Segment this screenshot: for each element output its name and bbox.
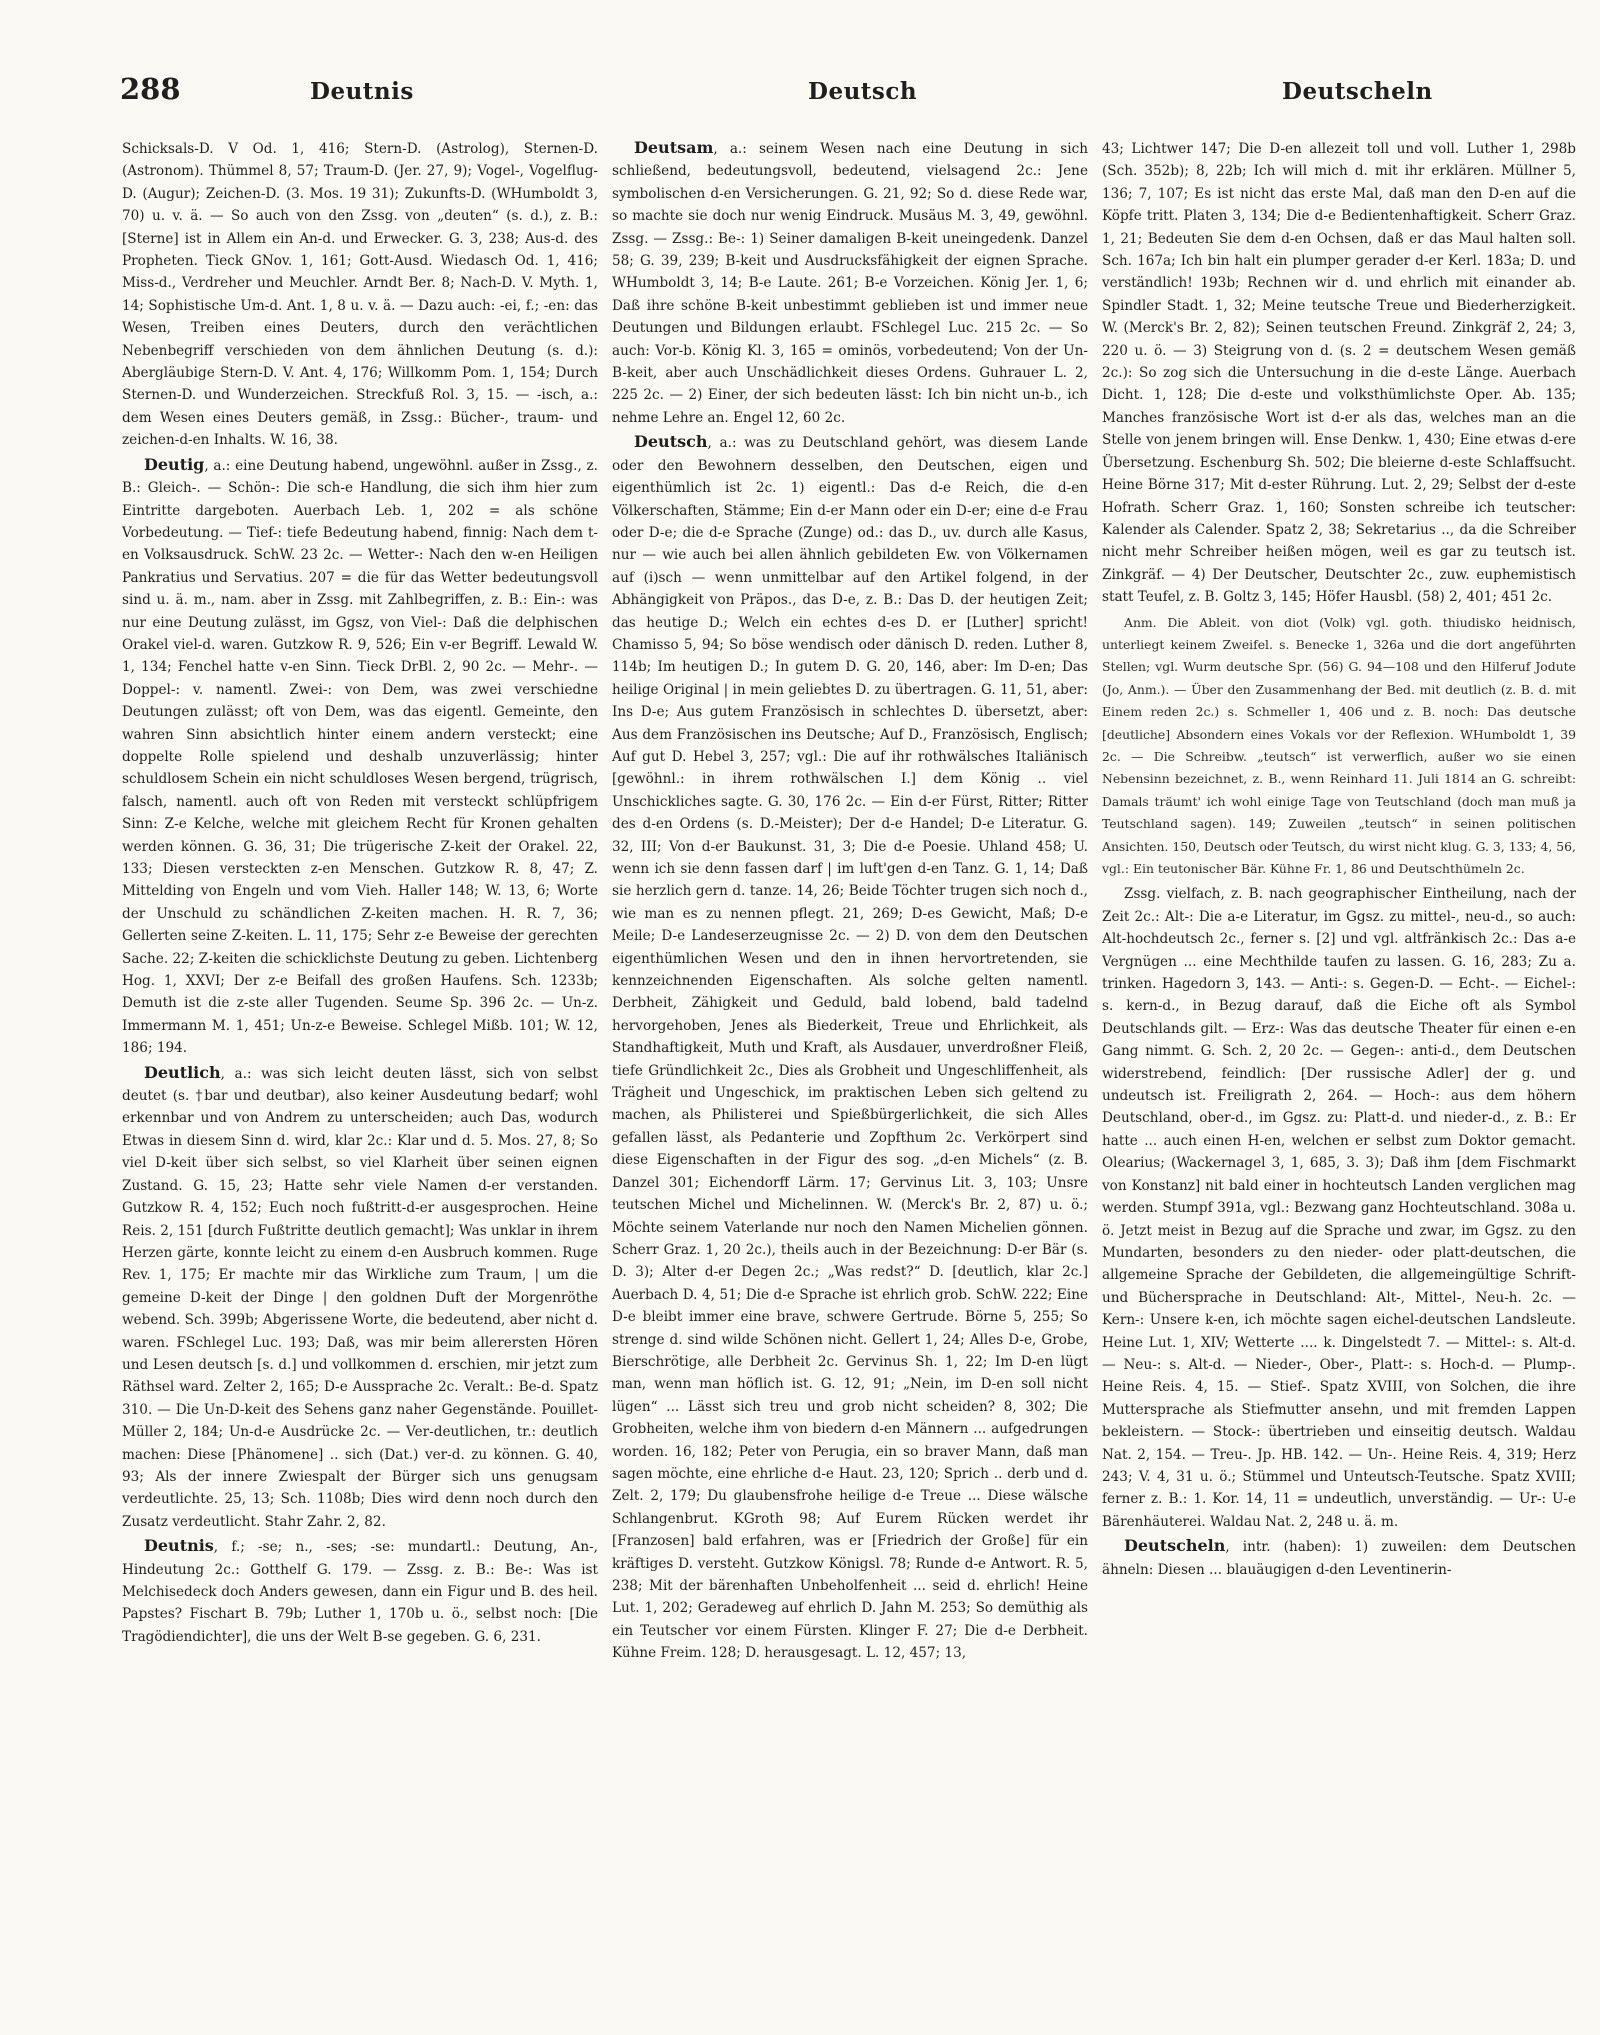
entry-paragraph <box>122 137 598 452</box>
entry-note <box>1102 611 1576 881</box>
entry-lemma: Deutlich <box>144 1062 221 1082</box>
entry-paragraph <box>612 431 1088 1664</box>
running-header <box>120 72 1500 116</box>
entry-paragraph <box>1102 882 1576 1533</box>
entry-paragraph <box>122 454 598 1060</box>
entry-paragraph <box>1102 1535 1576 1581</box>
entry-body: , f.; -se; n., -ses; -se: mundartl.: Deutung, An-, Hindeutung 2c.: Gotthelf G. 179. — Zssg. z. B.: Be-: Was ist Melchisedeck doch Anders gewesen, dann ein Figur und B. des heil. Papstes? Fischart B. 79b; Luther 1, 170b u. ö., selbst noch: [Die Tragödiendichter], die uns der Welt B-se gegeben. G. 6, 231. <box>122 1539 598 1645</box>
headword-left: Deutnis <box>310 78 414 105</box>
text-column-3 <box>1102 137 1576 2017</box>
entry-lemma: Deutsam <box>634 138 714 157</box>
entry-lemma: Deutscheln <box>1124 1536 1226 1556</box>
entry-body: , a.: was sich leicht deuten lässt, sich von selbst deutet (s. †bar und deutbar), also keiner Ausdeutung bedarf; wohl erkennbar und von Andrem zu unterscheiden; auch Das, wodurch Etwas in diesem Sinn d. wird, klar 2c.: Klar und d. 5. Mos. 27, 8; So viel D-keit über sich selbst, so viel Klarheit über seinen eignen Zustand. G. 15, 23; Hatte sehr viele Namen d-er verstanden. Gutzkow R. 4, 152; Euch noch fußtritt-d-er ausgesprochen. Heine Reis. 2, 151 [durch Fußtritte deutlich gemacht]; Was unklar in ihrem Herzen gärte, konnte leicht zu einem d-en Ausbruch kommen. Ruge Rev. 1, 175; Er machte mir das Wirkliche zum Traum, | um die gemeine D-keit der Dinge | den goldnen Duft der Morgenröthe webend. Sch. 399b; Abgerissene Worte, die bedeutend, aber nicht d. waren. FSchlegel Luc. 193; Daß, was mir beim allerersten Hören und Lesen deutsch [s. d.] und vollkommen d. erschien, mir jetzt zum Räthsel ward. Zelter 2, 165; D-e Aussprache 2c. Veralt.: Be-d. Spatz 310. — Die Un-D-keit des Sehens ganz naher Gegenstände. Pouillet-Müller 2, 184; Un-d-e Ausdrücke 2c. — Ver-deutlichen, tr.: deutlich machen: Diese [Phänomene] .. sich (Dat.) ver-d. zu können. G. 40, 93; Als der innere Zwiespalt der Bürger sich uns genugsam verdeutlichte. 25, 13; Sch. 1108b; Dies wird denn noch durch den Zusatz verdeutlicht. Stahr Zahr. 2, 82. <box>122 1065 598 1530</box>
headword-right: Deutscheln <box>1282 78 1433 105</box>
entry-paragraph <box>612 137 1088 429</box>
entry-body: Schicksals-D. V Od. 1, 416; Stern-D. (Astrolog), Sternen-D. (Astronom). Thümmel 8, 57; Traum-D. (Jer. 27, 9); Vogel-, Vogelflug-D. (Augur); Zeichen-D. (3. Mos. 19 31); Zukunfts-D. (WHumboldt 3, 70) u. v. ä. — So auch von den Zssg. von „deuten“ (s. d.), z. B.: [Sterne] ist in Allem ein An-d. und Erwecker. G. 3, 238; Aus-d. des Propheten. Tieck GNov. 1, 161; Gott-Ausd. Wiedasch Od. 1, 416; Miss-d., Verdreher und Meuchler. Arndt Ber. 8; Nach-D. V. Myth. 1, 14; Sophistische Um-d. Ant. 1, 8 u. v. ä. — Dazu auch: -ei, f.; -en: das Wesen, Treiben eines Deuters, durch den verächtlichen Nebenbegriff verschieden von dem ähnlichen Deutung (s. d.): Abergläubige Stern-D. V. Ant. 4, 176; Willkomm Pom. 1, 154; Durch Sternen-D. und Wunderzeichen. Streckfuß Rol. 3, 15. — -isch, a.: dem Wesen eines Deuters gemäß, in Zssg.: Bücher-, traum- und zeichen-d-en Inhalts. W. 16, 38. <box>122 141 598 449</box>
entry-lemma: Deutsch <box>634 432 708 452</box>
entry-body: , intr. (haben): 1) zuweilen: dem Deutschen ähneln: Diesen ... blauäugigen d-den Leventinerin- <box>1102 1539 1576 1578</box>
entry-paragraph <box>122 1535 598 1648</box>
entry-lemma: Deutig <box>144 454 205 474</box>
entry-body: , a.: was zu Deutschland gehört, was diesem Lande oder den Bewohnern desselben, den Deutschen, eigen und eigenthümlich ist 2c. 1) eigentl.: Das d-e Reich, die d-en Völkerschaften, Stämme; Ein d-er Mann oder ein D-er; eine d-e Frau oder D-e; die d-e Sprache (Zunge) od.: das D., uv. durch alle Kasus, nur — wie auch bei allen ähnlich gebildeten Ew. von Völkernamen auf (i)sch — wenn unmittelbar auf den Artikel folgend, in der Abhängigkeit von Präpos., das D-e, z. B.: Das D. der heutigen Zeit; das heutige D.; Welch ein echtes d-es D. er [Luther] spricht! Chamisso 5, 94; So böse wendisch oder dänisch D. reden. Luther 8, 114b; Im heutigen D.; In gutem D. G. 20, 146, aber: Im D-en; Das heilige Original | in mein geliebtes D. zu übertragen. G. 11, 51, aber: Ins D-e; Aus gutem Französisch in schlechtes D. übersetzt, aber: Aus dem Französischen ins Deutsche; Auf D., Französisch, Englisch; Auf gut D. Hebel 3, 257; vgl.: Die auf ihr rothwälsches Italiänisch [gewöhnl.: in ihrem rothwälschen I.] dem König .. viel Unschickliches sagte. G. 30, 176 2c. — Ein d-er Fürst, Ritter; Ritter des d-en Ordens (s. D.-Meister); Der d-e Handel; D-e Literatur. G. 32, III; Von d-er Baukunst. 31, 3; Die d-e Poesie. Uhland 458; U. wenn ich sie denn fassen darf | im luft'gen d-en Tanz. G. 1, 14; Daß sie herzlich gern d. tanze. 14, 26; Beide Töchter trugen sich noch d., wie man es zu nennen pflegt. 21, 269; D-es Gewicht, Maß; D-e Meile; D-e Landeserzeugnisse 2c. — 2) D. von dem den Deutschen eigenthümlichen Wesen und den in ihnen hervortretenden, sie kennzeichnenden Eigenschaften. Als solche gelten namentl. Derbheit, Zähigkeit und Geduld, bald lobend, bald tadelnd hervorgehoben, Jenes als Biederkeit, Treue und Ehrlichkeit, als Standhaftigkeit, Muth und Kraft, als Ausdauer, unverdroßner Fleiß, tiefe Gründlichkeit 2c., Dies als Grobheit und Ungeschliffenheit, als Trägheit und Ungeschick, im praktischen Leben sich geltend zu machen, als Philisterei und Spießbürgerlichkeit, die sich Alles gefallen lässt, als Pedanterie und Zopfthum 2c. Verkörpert sind diese Eigenschaften in der Figur des sog. „d-en Michels“ (z. B. Danzel 301; Eichendorff Lärm. 17; Gervinus Lit. 3, 103; Unsre teutschen Michel und Michelinnen. W. (Merck's Br. 2, 87) u. ö.; Möchte seinem Vaterlande nur noch den Namen Michelien gönnen. Scherr Graz. 1, 20 2c.), theils auch in der Bezeichnung: D-er Bär (s. D. 3); Alter d-er Degen 2c.; „Was redst?“ D. [deutlich, klar 2c.] Auerbach D. 4, 51; Die d-e Sprache ist ehrlich grob. SchW. 222; Eine D-e bleibt immer eine brave, schwere Gertrude. Börne 5, 255; So strenge d. sind wilde Schönen nicht. Gellert 1, 24; Alles D-e, Grobe, Bierschrötige, alle Derbheit 2c. Gervinus Sh. 1, 22; Im D-en lügt man, wenn man höflich ist. G. 12, 91; „Nein, im D-en soll nicht lügen“ ... Lässt sich treu und grob nicht scheiden? 8, 302; Die Grobheiten, welche ihm von biedern d-en Männern ... aufgedrungen worden. 16, 182; Peter von Perugia, ein so braver Mann, daß man sagen möchte, eine ehrliche d-e Haut. 23, 120; Sprich .. derb und d. Zelt. 2, 179; Du glaubensfrohe heilige d-e Treue ... Diese wälsche Schlangenbrut. KGroth 98; Auf Eurem Rücken werdet ihr [Franzosen] bald erfahren, was er [Friedrich der Große] für ein kräftiges D. versteht. Gutzkow Königsl. 78; Runde d-e Antwort. R. 5, 238; Mit der bärenhaften Unbeholfenheit ... seid d. ehrlich! Heine Lut. 1, 202; Geradeweg auf ehrlich D. Jahn M. 253; So demüthig als ein Teutscher vor einem Fürsten. Klinger F. 27; Die d-e Derbheit. Kühne Freim. 128; D. herausgesagt. L. 12, 457; 13, <box>612 435 1088 1662</box>
entry-body: , a.: seinem Wesen nach eine Deutung in sich schließend, bedeutungsvoll, bedeutend, vielsagend 2c.: Jene symbolischen d-en Versicherungen. G. 21, 92; So d. diese Rede war, so machte sie doch nur wenig Eindruck. Musäus M. 3, 49, gewöhnl. Zssg. — Zssg.: Be-: 1) Seiner damaligen B-keit uneingedenk. Danzel 58; G. 39, 239; B-keit und Ausdrucksfähigkeit der eignen Sprache. WHumboldt 3, 14; B-e Laute. 261; B-e Vorzeichen. König Jer. 1, 6; Daß ihre schöne B-keit unbestimmt geblieben ist und immer neue Deutungen und Bildungen erlaubt. FSchlegel Luc. 215 2c. — So auch: Vor-b. König Kl. 3, 165 = ominös, vorbedeutend; Von der Un-B-keit, aber auch Unschädlichkeit dieses Ordens. Guhrauer L. 2, 225 2c. — 2) Einer, der sich bedeuten lässt: Ich bin nicht un-b., ich nehme Lehre an. Engel 12, 60 2c. <box>612 141 1088 426</box>
entry-body: 43; Lichtwer 147; Die D-en allezeit toll und voll. Luther 1, 298b (Sch. 352b); 8, 22b; Ich will mich d. mit ihr erklären. Müllner 5, 136; 7, 107; Es ist nicht das erste Mal, daß man den D-en auf die Köpfe tritt. Platen 3, 134; Die d-e Bedientenhaftigkeit. Scherr Graz. 1, 21; Bedeuten Sie dem d-en Ochsen, daß er das Maul halten soll. Sch. 167a; Ich bin halt ein plumper gerader d-er Kerl. 183a; D. und verständlich! 193b; Rechnen wir d. und ehrlich mit einander ab. Spindler Stadt. 1, 32; Meine teutsche Treue und Biederherzigkeit. W. (Merck's Br. 2, 82); Seinen teutschen Freund. Zinkgräf 2, 24; 3, 220 u. ö. — 3) Steigrung von d. (s. 2 = deutschem Wesen gemäß 2c.): So zog sich die Untersuchung in die d-este Länge. Auerbach Dicht. 1, 128; Die d-este und volksthümlichste Oper. Ab. 135; Manches französische Wort ist d-er als das, welches man an die Stelle von jenem bringen will. Ense Denkw. 1, 430; Eine etwas d-ere Übersetzung. Eschenburg Sh. 502; Die bleierne d-este Schlaffsucht. Heine Börne 317; Mit d-ester Rührung. Lut. 2, 29; Selbst der d-este Hofrath. Scherr Graz. 1, 160; Sonsten schreibe ich teutscher: Kalender als Calender. Spatz 2, 38; Sekretarius .., da die Schreiber nicht mehr Schreiber heißen mögen, weil es gar zu teutsch ist. Zinkgräf. — 4) Der Deutscher, Deutschter 2c., zuw. euphemistisch statt Teufel, z. B. Goltz 3, 145; Höfer Hausbl. (58) 2, 401; 451 2c. <box>1102 141 1576 606</box>
text-column-1 <box>122 137 598 2017</box>
entry-paragraph <box>1102 137 1576 609</box>
page-number: 288 <box>120 72 181 106</box>
entry-lemma: Deutnis <box>144 1536 214 1556</box>
text-column-2 <box>612 137 1088 2017</box>
entry-body: , a.: eine Deutung habend, ungewöhnl. außer in Zssg., z. B.: Gleich-. — Schön-: Die sch-e Handlung, die sich ihm hier zum Eintritte dargeboten. Auerbach Leb. 1, 202 = als schöne Vorbedeutung. — Tief-: tiefe Bedeutung habend, finnig: Nach dem t-en Volksausdruck. SchW. 23 2c. — Wetter-: Nach den w-en Heiligen Pankratius und Servatius. 207 = die für das Wetter bedeutungsvoll sind u. ä. m., nam. aber in Zssg. mit Zahlbegriffen, z. B.: Ein-: was nur eine Deutung zulässt, im Ggsz, von Viel-: Daß die delphischen Orakel viel-d. waren. Gutzkow R. 9, 526; Ein v-er Begriff. Lewald W. 1, 134; Fenchel hatte v-en Sinn. Tieck DrBl. 2, 90 2c. — Mehr-. — Doppel-: v. namentl. Zwei-: von Dem, was zwei verschiedne Deutungen zulässt; oft von Dem, was das eigentl. Gemeinte, den wahren Sinn absichtlich hinter einem andern versteckt; eine doppelte Rolle spielend und deshalb unzuverlässig; hinter schuldlosem Schein ein nicht schuldloses Wesen bergend, trügrisch, falsch, namentl. auch oft von Reden mit versteckt schlüpfrigem Sinn: Z-e Kelche, welche mit gleichem Recht für Kronen gehalten werden können. G. 36, 31; Die trügerische Z-keit der Orakel. 22, 133; Diesen versteckten z-en Menschen. Gutzkow R. 8, 47; Z. Mittelding von Engeln und vom Vieh. Haller 148; W. 13, 6; Worte der Unschuld zu schändlichen Z-keiten machen. H. R. 7, 36; Gellerten seine Z-keiten. L. 11, 175; Sehr z-e Beweise der gerechten Sache. 22; Z-keiten die schicklichste Deutung zu geben. Lichtenberg Hog. 1, XXVI; Der z-e Beifall des großen Haufens. Sch. 1233b; Demuth ist die z-ste aller Tugenden. Seume Sp. 396 2c. — Un-z. Immermann M. 1, 451; Un-z-e Beweise. Schlegel Mißb. 101; W. 12, 186; 194. <box>122 457 598 1057</box>
entry-paragraph <box>122 1062 598 1534</box>
headword-center: Deutsch <box>808 78 918 105</box>
entry-body: Zssg. vielfach, z. B. nach geographischer Eintheilung, nach der Zeit 2c.: Alt-: Die a-e Literatur, im Ggsz. zu mittel-, neu-d., so auch: Alt-hochdeutsch 2c., ferner s. [2] und vgl. altfränkisch 2c.: Das a-e Vergnügen ... eine Mechthilde taufen zu lassen. G. 16, 283; Zu a. trinken. Hagedorn 3, 143. — Anti-: s. Gegen-D. — Echt-. — Eichel-: s. kern-d., in Bezug darauf, daß die Eiche oft als Symbol Deutschlands gilt. — Erz-: Was das deutsche Theater für einen e-en Gang nimmt. G. Sch. 2, 20 2c. — Gegen-: anti-d., dem Deutschen widerstrebend, feindlich: [Der russische Adler] der g. und undeutsch ist. Freiligrath 2, 264. — Hoch-: aus dem höhern Deutschland, ober-d., im Ggsz. zu: Platt-d. und nieder-d., z. B.: Er hatte ... auch einen H-en, welchen er selbst zum Doktor gemacht. Olearius; (Wackernagel 3, 1, 685, 3. 3); Daß ihm [dem Fischmarkt von Konstanz] nit bald einer in hochteutsch Landen verglichen mag werden. Stumpf 391a, vgl.: Bezwang ganz Hochteutschland. 308a u. ö. Jetzt meist in Bezug auf die Sprache und zwar, im Ggsz. zu den Mundarten, besonders zu den nieder- oder platt-deutschen, die allgemeine Sprache der Gebildeten, die allgemeingültige Schrift- und Büchersprache in Deutschland: Alt-, Mittel-, Neu-h. 2c. — Kern-: Unsere k-en, ich möchte sagen eichel-deutschen Landsleute. Heine Lut. 1, XIV; Wetterte .... k. Dingelstedt 7. — Mittel-: s. Alt-d. — Neu-: s. Alt-d. — Nieder-, Ober-, Platt-: s. Hoch-d. — Plump-. Heine Reis. 4, 15. — Stief-. Spatz XVIII, von Solchen, die ihre Muttersprache als Stiefmutter ansehn, und mit fremden Lappen bekleistern. — Stock-: übertrieben und einseitig deutsch. Waldau Nat. 2, 154. — Treu-. Jp. HB. 142. — Un-. Heine Reis. 4, 319; Herz 243; V. 4, 31 u. ö.; Stümmel und Unteutsch-Teutsche. Spatz XVIII; ferner z. B.: 1. Kor. 14, 11 = undeutlich, unverständig. — Ur-: U-e Bärenhäuterei. Waldau Nat. 2, 248 u. ä. m. <box>1102 886 1576 1530</box>
entry-body: Anm. Die Ableit. von diot (Volk) vgl. goth. thiudisko heidnisch, unterliegt keinem Zweifel. s. Benecke 1, 326a und die dort angeführten Stellen; vgl. Wurm deutsche Spr. (56) G. 94—108 und den Hilferuf Jodute (Jo, Anm.). — Über den Zusammenhang der Bed. mit deutlich (z. B. d. mit Einem reden 2c.) s. Schmeller 1, 406 und z. B. noch: Das deutsche [deutliche] Absondern eines Vokals vor der Reflexion. WHumboldt 1, 39 2c. — Die Schreibw. „teutsch“ ist verwerflich, außer wo sie einen Nebensinn bezeichnet, z. B., wenn Reinhard 11. Juli 1814 an G. schreibt: Damals träumt' ich wohl einige Tage von Teutschland (doch man muß ja Teutschland sagen). 149; Zuweilen „teutsch“ in seinen politischen Ansichten. 150, Deutsch oder Teutsch, du wirst nicht klug. G. 3, 133; 4, 56, vgl.: Ein teutonischer Bär. Kühne Fr. 1, 86 und Deutschthümeln 2c. <box>1102 614 1576 876</box>
